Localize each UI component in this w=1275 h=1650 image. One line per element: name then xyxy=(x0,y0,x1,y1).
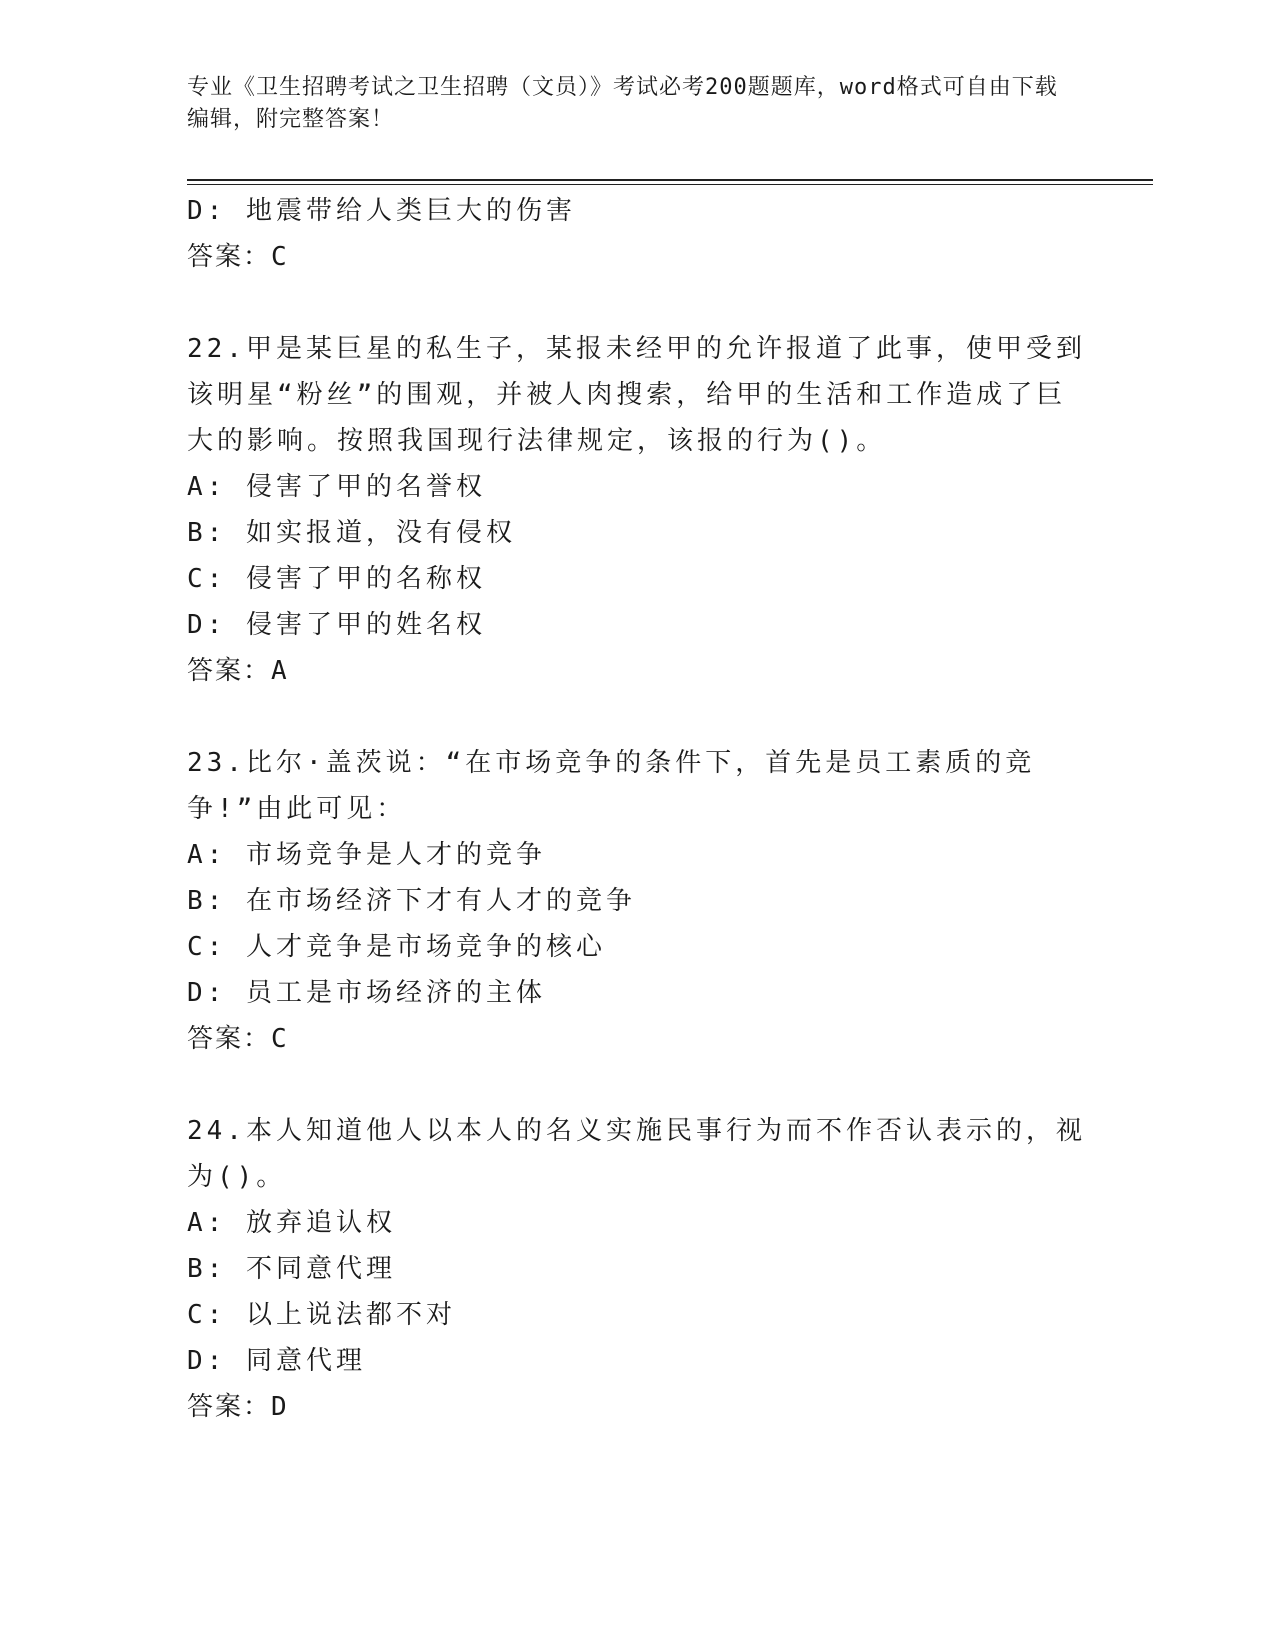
option-b: B: 不同意代理 xyxy=(187,1254,396,1284)
question-stem: 23.比尔·盖茨说：“在市场竞争的条件下，首先是员工素质的竞争!”由此可见： xyxy=(187,748,1036,824)
header-divider xyxy=(187,179,1153,185)
spacer xyxy=(187,694,1087,740)
question-24 xyxy=(187,1108,1087,1430)
option-b: B: 在市场经济下才有人才的竞争 xyxy=(187,886,636,916)
question-stem: 24.本人知道他人以本人的名义实施民事行为而不作否认表示的，视为()。 xyxy=(187,1116,1086,1192)
option-d: D: 侵害了甲的姓名权 xyxy=(187,610,486,640)
option-c: C: 人才竞争是市场竞争的核心 xyxy=(187,932,606,962)
option-d: D: 同意代理 xyxy=(187,1346,366,1376)
option-c: C: 以上说法都不对 xyxy=(187,1300,456,1330)
option-a: A: 放弃追认权 xyxy=(187,1208,396,1238)
spacer xyxy=(187,1062,1087,1108)
option-a: A: 侵害了甲的名誉权 xyxy=(187,472,486,502)
question-22 xyxy=(187,326,1087,694)
spacer xyxy=(187,280,1087,326)
option-d: D: 员工是市场经济的主体 xyxy=(187,978,546,1008)
option-d: D: 地震带给人类巨大的伤害 xyxy=(187,196,576,226)
answer: 答案：C xyxy=(187,1024,289,1054)
answer: 答案：A xyxy=(187,656,289,686)
question-stem: 22.甲是某巨星的私生子，某报未经甲的允许报道了此事，使甲受到该明星“粉丝”的围观，并被人肉搜索，给甲的生活和工作造成了巨大的影响。按照我国现行法律规定，该报的行为()。 xyxy=(187,334,1086,456)
question-23 xyxy=(187,740,1087,1062)
option-a: A: 市场竞争是人才的竞争 xyxy=(187,840,546,870)
answer: 答案：D xyxy=(187,1392,289,1422)
option-c: C: 侵害了甲的名称权 xyxy=(187,564,486,594)
answer: 答案：C xyxy=(187,242,289,272)
document-body xyxy=(187,188,1087,1430)
option-b: B: 如实报道，没有侵权 xyxy=(187,518,516,548)
document-header: 专业《卫生招聘考试之卫生招聘（文员）》考试必考200题题库，word格式可自由下载编辑，附完整答案！ xyxy=(187,75,1058,132)
